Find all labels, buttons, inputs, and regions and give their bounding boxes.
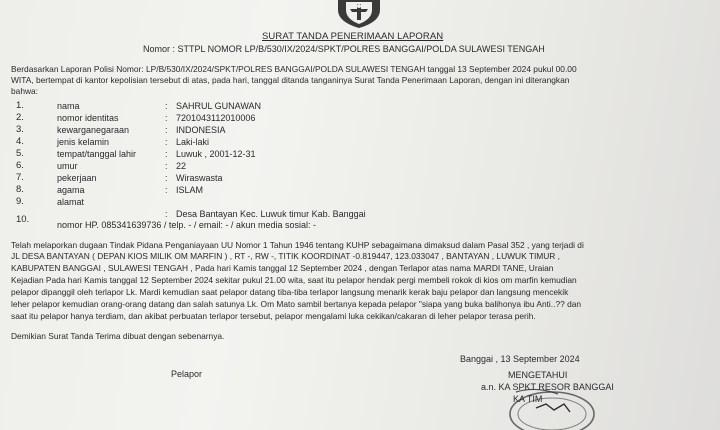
field-value: ISLAM [176,185,204,195]
row-number: 2. [16,112,24,123]
report-line: JL DESA BANTAYAN ( DEPAN KIOS MILIK OM MARFIN ) , RT -, RW -, TITIK KOORDINAT -0.819447, 123.033047 , BANTAYAN , LUWUK TIMUR , [11,251,560,261]
report-line: saat itu pelapor hanya terdiam, dan akibat perbuatan terlapor tersebut, pelapor mengalami luka cekikan/cakaran di leher pelapor terasa perih. [11,311,536,321]
field-label: kewarganegaraan [57,125,130,135]
row-number: 3. [16,124,24,135]
colon: : [165,173,168,183]
row-number: 10. [16,214,30,225]
colon: : [165,149,168,159]
signing-date: Banggai , 13 September 2024 [460,354,580,364]
field-label: umur [57,161,78,171]
field-value: Luwuk , 2001-12-31 [176,149,256,159]
row-number: 5. [16,148,24,159]
pelapor-label: Pelapor [171,369,203,379]
colon: : [165,209,168,219]
report-line: pelapor dipanggil oleh terlapor Lk. Mardi kemudian saat pelapor datang tiba-tiba terlapor langsung menarik kerak baju pelapor dan langsung mencekik [11,287,569,297]
row-number: 8. [16,184,24,195]
row-number: 7. [16,172,24,183]
field-label: pekerjaan [57,173,97,183]
mengetahui-label: MENGETAHUI [508,370,568,380]
document-number: Nomor : STTPL NOMOR LP/B/530/IX/2024/SPKT/POLRES BANGGAI/POLDA SULAWESI TENGAH [143,44,545,54]
colon: : [165,101,168,111]
colon: : [165,161,168,171]
field-value: SAHRUL GUNAWAN [176,101,262,111]
colon: : [165,185,168,195]
on-behalf-label: a.n. KA SPKT RESOR BANGGAI [481,382,614,392]
field-value: 22 [176,161,187,171]
field-value: Desa Bantayan Kec. Luwuk timur Kab. Banggai [176,209,366,219]
report-line: Kejadian Pada hari Kamis tanggal 12 September 2024 sekitar pukul 21.00 wita, saat itu pelapor hendak pergi membeli rokok di kios om marfin kemudian [11,275,577,285]
field-label: tempat/tanggal lahir [57,149,137,159]
row-number: 6. [16,160,24,171]
closing-statement: Demikian Surat Tanda Terima dibuat dengan sebenarnya. [11,331,225,341]
field-label: alamat [57,197,85,207]
intro-line: WITA, bertempat di kantor kepolisian tersebut di atas, pada hari, tanggal ditanda tanganinya Surat Tanda Penerimaan Laporan, dengan ini diterangkan [11,75,570,85]
intro-line: bahwa: [11,86,39,96]
document-title: SURAT TANDA PENERIMAAN LAPORAN [262,31,444,42]
field-label: nomor identitas [57,113,119,123]
ka-tim-label: KA TIM [513,394,543,404]
field-label: nomor HP. 085341639736 / telp. - / email: - / akun media sosial: - [57,220,316,230]
colon: : [165,113,168,123]
police-emblem-icon [330,0,388,28]
colon: : [165,137,168,147]
row-number: 1. [16,100,24,111]
field-label: jenis kelamin [57,137,110,147]
field-label: nama [57,101,80,111]
row-number: 9. [16,196,24,207]
report-line: KABUPATEN BANGGAI , SULAWESI TENGAH , Pada hari Kamis tanggal 12 September 2024 , dengan Terlapor atas nama MARDI TANE, Uraian [11,263,554,273]
report-line: Telah melaporkan dugaan Tindak Pidana Penganiayaan UU Nomor 1 Tahun 1946 tentang KUHP sebagaimana dimaksud dalam Pasal 352 , yang terjadi di [11,240,584,250]
field-label: agama [57,185,85,195]
field-value: 7201043112010006 [176,113,256,123]
report-line: leher pelapor kemudian orang-orang datang dan salah satunya Lk. Om Mato sambil bertanya kepada pelapor "siapa yang buka balihonya ibu Anti..?? dan [11,299,582,309]
colon: : [165,125,168,135]
intro-line: Berdasarkan Laporan Polisi Nomor: LP/B/530/IX/2024/SPKT/POLRES BANGGAI/POLDA SULAWESI TENGAH tanggal 13 September 2024 pukul 00.00 [11,64,577,74]
field-value: INDONESIA [176,125,226,135]
field-value: Laki-laki [176,137,210,147]
field-value: Wiraswasta [176,173,223,183]
row-number: 4. [16,136,24,147]
